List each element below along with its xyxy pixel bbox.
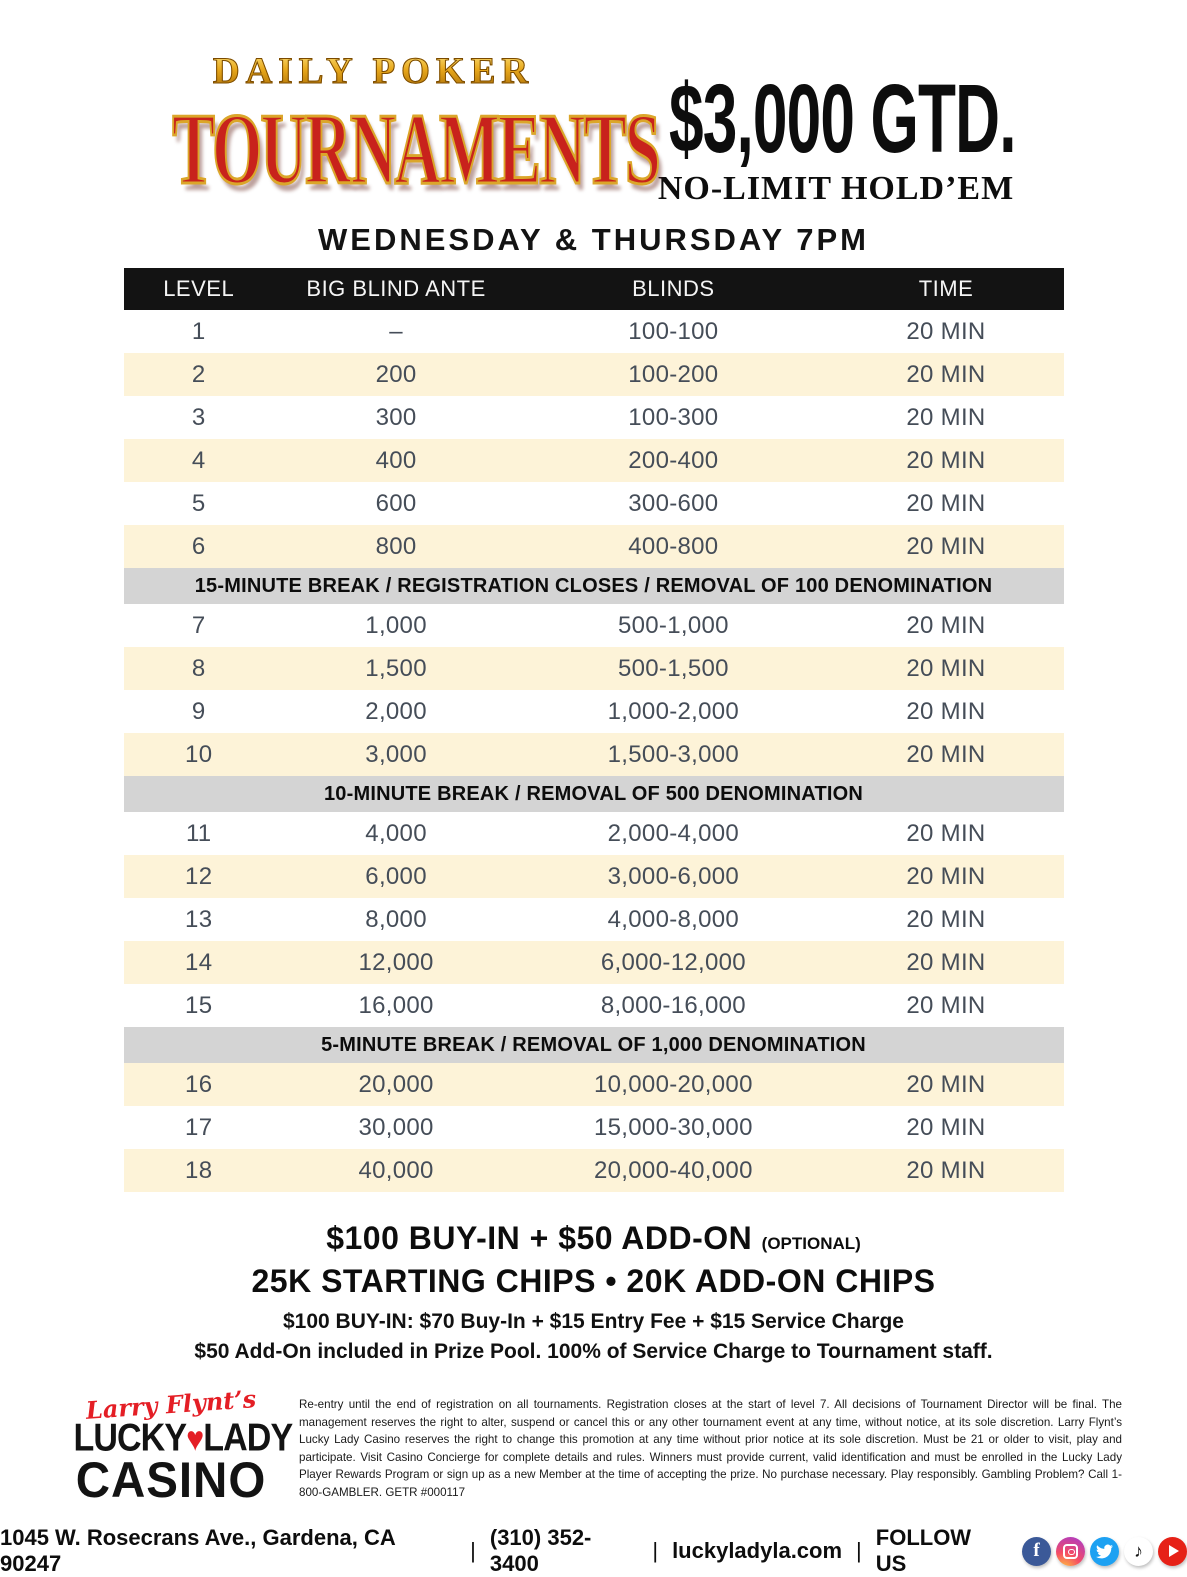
schedule-row bbox=[124, 525, 1064, 568]
cell-time: 20 MIN bbox=[906, 697, 986, 725]
cell-blinds: 1,500-3,000 bbox=[607, 740, 740, 768]
schedule-row bbox=[124, 647, 1064, 690]
schedule-row bbox=[124, 1149, 1064, 1192]
header bbox=[0, 0, 1187, 208]
contact-bar bbox=[0, 1525, 1187, 1577]
cell-ante: 40,000 bbox=[358, 1156, 434, 1184]
offer-section bbox=[0, 1220, 1187, 1364]
break-row: 5-MINUTE BREAK / REMOVAL OF 1,000 DENOMINATION bbox=[124, 1027, 1064, 1063]
cell-level: 11 bbox=[185, 819, 212, 847]
cell-ante: 6,000 bbox=[365, 862, 427, 890]
addon-prizepool-line: $50 Add-On included in Prize Pool. 100% of Service Charge to Tournament staff. bbox=[194, 1340, 993, 1363]
cell-level: 9 bbox=[191, 697, 206, 725]
cell-time: 20 MIN bbox=[906, 1070, 986, 1098]
fine-print: Re-entry until the end of registration on all tournaments. Registration closes at the start of level 7. All decisions of Tournament Director will be final. The management reserves the right to alter, suspend or cancel this or any other tournament event at any time, without notice, at its sole discretion. Larry Flynt’s Lucky Lady Casino reserves the right to change this promotion at any time without prior notice at its sole discretion. Must be 21 or older to visit, play and participate. Visit Casino Concierge for complete details and rules. Winners must provide current, valid identification and must be enrolled in the Lucky Lady Player Rewards Program or sign up as a new Member at the time of accepting the prize. No purchase necessary. Play responsibly. Gambling Problem? Call 1-800-GAMBLER. GETR #000117 bbox=[299, 1398, 1122, 1500]
cell-time: 20 MIN bbox=[906, 991, 986, 1019]
social-icons bbox=[1022, 1537, 1187, 1566]
cell-blinds: 3,000-6,000 bbox=[607, 862, 740, 890]
cell-blinds: 100-300 bbox=[628, 403, 719, 431]
schedule-row bbox=[124, 984, 1064, 1027]
cell-blinds: 100-200 bbox=[628, 360, 719, 388]
buyin-addon-text: $100 BUY-IN + $50 ADD-ON bbox=[326, 1220, 753, 1256]
cell-level: 16 bbox=[185, 1070, 213, 1098]
schedule-row bbox=[124, 353, 1064, 396]
cell-time: 20 MIN bbox=[906, 360, 986, 388]
schedule-row bbox=[124, 898, 1064, 941]
tiktok-icon[interactable]: ♪ bbox=[1124, 1537, 1153, 1566]
cell-level: 6 bbox=[191, 532, 206, 560]
schedule-row bbox=[124, 812, 1064, 855]
cell-time: 20 MIN bbox=[906, 317, 986, 345]
cell-ante: 3,000 bbox=[365, 740, 427, 768]
cell-time: 20 MIN bbox=[906, 446, 986, 474]
instagram-icon[interactable] bbox=[1056, 1537, 1085, 1566]
cell-ante: 300 bbox=[375, 403, 417, 431]
cell-level: 5 bbox=[191, 489, 206, 517]
cell-ante: 200 bbox=[375, 360, 417, 388]
facebook-icon[interactable]: f bbox=[1022, 1537, 1051, 1566]
cell-level: 3 bbox=[191, 403, 206, 431]
logo-tournaments-text: TOURNAMENTS bbox=[172, 94, 659, 207]
optional-note: (OPTIONAL) bbox=[761, 1234, 861, 1253]
cell-time: 20 MIN bbox=[906, 819, 986, 847]
cell-level: 1 bbox=[191, 317, 206, 345]
schedule-row bbox=[124, 439, 1064, 482]
cell-time: 20 MIN bbox=[906, 740, 986, 768]
cell-ante: 600 bbox=[375, 489, 417, 517]
cell-ante: 30,000 bbox=[358, 1113, 434, 1141]
larry-flynts-script: Larry Flynt’s bbox=[84, 1384, 258, 1425]
cell-ante: 400 bbox=[375, 446, 417, 474]
separator bbox=[652, 1538, 658, 1564]
daily-poker-tournaments-logo bbox=[151, 50, 659, 207]
cell-blinds: 20,000-40,000 bbox=[594, 1156, 753, 1184]
break-row: 15-MINUTE BREAK / REGISTRATION CLOSES / REMOVAL OF 100 DENOMINATION bbox=[124, 568, 1064, 604]
lucky-lady-casino-logo bbox=[65, 1384, 293, 1509]
twitter-icon[interactable] bbox=[1090, 1537, 1119, 1566]
chips-line: 25K STARTING CHIPS • 20K ADD-ON CHIPS bbox=[251, 1263, 936, 1299]
cell-ante: 20,000 bbox=[358, 1070, 434, 1098]
schedule-row bbox=[124, 1063, 1064, 1106]
cell-ante: – bbox=[389, 317, 403, 345]
cell-time: 20 MIN bbox=[906, 862, 986, 890]
schedule-table bbox=[124, 268, 1064, 1192]
cell-time: 20 MIN bbox=[906, 654, 986, 682]
cell-blinds: 300-600 bbox=[628, 489, 719, 517]
cell-time: 20 MIN bbox=[906, 905, 986, 933]
cell-blinds: 6,000-12,000 bbox=[600, 948, 746, 976]
cell-time: 20 MIN bbox=[906, 1156, 986, 1184]
cell-level: 17 bbox=[185, 1113, 213, 1141]
cell-time: 20 MIN bbox=[906, 1113, 986, 1141]
cell-blinds: 400-800 bbox=[628, 532, 719, 560]
separator bbox=[856, 1538, 862, 1564]
cell-blinds: 4,000-8,000 bbox=[607, 905, 740, 933]
cell-time: 20 MIN bbox=[906, 489, 986, 517]
youtube-icon[interactable] bbox=[1158, 1537, 1187, 1566]
schedule-row bbox=[124, 1106, 1064, 1149]
cell-blinds: 200-400 bbox=[628, 446, 719, 474]
cell-blinds: 500-1,500 bbox=[617, 654, 729, 682]
schedule-title: WEDNESDAY & THURSDAY 7PM bbox=[318, 222, 869, 257]
casino-wordmark: CASINO bbox=[75, 1452, 267, 1508]
cell-level: 8 bbox=[191, 654, 206, 682]
cell-ante: 1,500 bbox=[365, 654, 427, 682]
address-text: 1045 W. Rosecrans Ave., Gardena, CA 90247 bbox=[0, 1525, 395, 1576]
cell-blinds: 1,000-2,000 bbox=[607, 697, 740, 725]
cell-level: 10 bbox=[185, 740, 213, 768]
guarantee-block bbox=[636, 50, 1036, 208]
cell-ante: 12,000 bbox=[358, 948, 434, 976]
cell-level: 4 bbox=[191, 446, 206, 474]
schedule-row bbox=[124, 733, 1064, 776]
footer bbox=[65, 1384, 1122, 1509]
cell-level: 12 bbox=[185, 862, 213, 890]
break-row: 10-MINUTE BREAK / REMOVAL OF 500 DENOMINATION bbox=[124, 776, 1064, 812]
cell-time: 20 MIN bbox=[906, 948, 986, 976]
lady-text: LADY bbox=[203, 1415, 293, 1459]
schedule-row bbox=[124, 482, 1064, 525]
heart-icon: ♥ bbox=[186, 1419, 204, 1458]
schedule-row bbox=[124, 310, 1064, 353]
cell-time: 20 MIN bbox=[906, 403, 986, 431]
schedule-row bbox=[124, 690, 1064, 733]
cell-level: 7 bbox=[191, 611, 206, 639]
website-link[interactable]: luckyladyla.com bbox=[672, 1538, 843, 1563]
column-header-time: TIME bbox=[918, 276, 974, 301]
schedule-row bbox=[124, 604, 1064, 647]
lucky-text: LUCKY bbox=[73, 1415, 187, 1459]
cell-blinds: 15,000-30,000 bbox=[594, 1113, 753, 1141]
schedule-row bbox=[124, 855, 1064, 898]
cell-time: 20 MIN bbox=[906, 611, 986, 639]
game-type-label: NO-LIMIT HOLD’EM bbox=[657, 170, 1015, 207]
cell-ante: 4,000 bbox=[365, 819, 427, 847]
cell-time: 20 MIN bbox=[906, 532, 986, 560]
schedule-row bbox=[124, 941, 1064, 984]
buyin-breakdown-line: $100 BUY-IN: $70 Buy-In + $15 Entry Fee + $15 Service Charge bbox=[283, 1310, 904, 1333]
follow-us-label: FOLLOW US bbox=[875, 1525, 972, 1576]
schedule-table-header bbox=[124, 268, 1064, 310]
cell-level: 14 bbox=[185, 948, 213, 976]
schedule-table-body bbox=[124, 310, 1064, 1192]
buyin-addon-line bbox=[0, 1220, 1187, 1257]
column-header-level: LEVEL bbox=[163, 276, 235, 301]
cell-level: 18 bbox=[185, 1156, 213, 1184]
cell-blinds: 2,000-4,000 bbox=[607, 819, 740, 847]
cell-ante: 2,000 bbox=[365, 697, 427, 725]
cell-ante: 1,000 bbox=[365, 611, 427, 639]
schedule-row bbox=[124, 396, 1064, 439]
phone-number: (310) 352-3400 bbox=[489, 1525, 592, 1576]
cell-blinds: 8,000-16,000 bbox=[600, 991, 746, 1019]
separator bbox=[470, 1538, 476, 1564]
cell-blinds: 100-100 bbox=[628, 317, 719, 345]
cell-blinds: 500-1,000 bbox=[617, 611, 729, 639]
cell-ante: 8,000 bbox=[365, 905, 427, 933]
logo-daily-poker-text: DAILY POKER bbox=[151, 50, 596, 93]
cell-blinds: 10,000-20,000 bbox=[594, 1070, 753, 1098]
cell-level: 2 bbox=[191, 360, 206, 388]
cell-level: 13 bbox=[185, 905, 213, 933]
cell-ante: 800 bbox=[375, 532, 417, 560]
column-header-big-blind-ante: BIG BLIND ANTE bbox=[306, 276, 486, 301]
column-header-blinds: BLINDS bbox=[632, 276, 715, 301]
guarantee-amount: $3,000 GTD. bbox=[669, 63, 1016, 173]
cell-ante: 16,000 bbox=[358, 991, 434, 1019]
cell-level: 15 bbox=[185, 991, 213, 1019]
